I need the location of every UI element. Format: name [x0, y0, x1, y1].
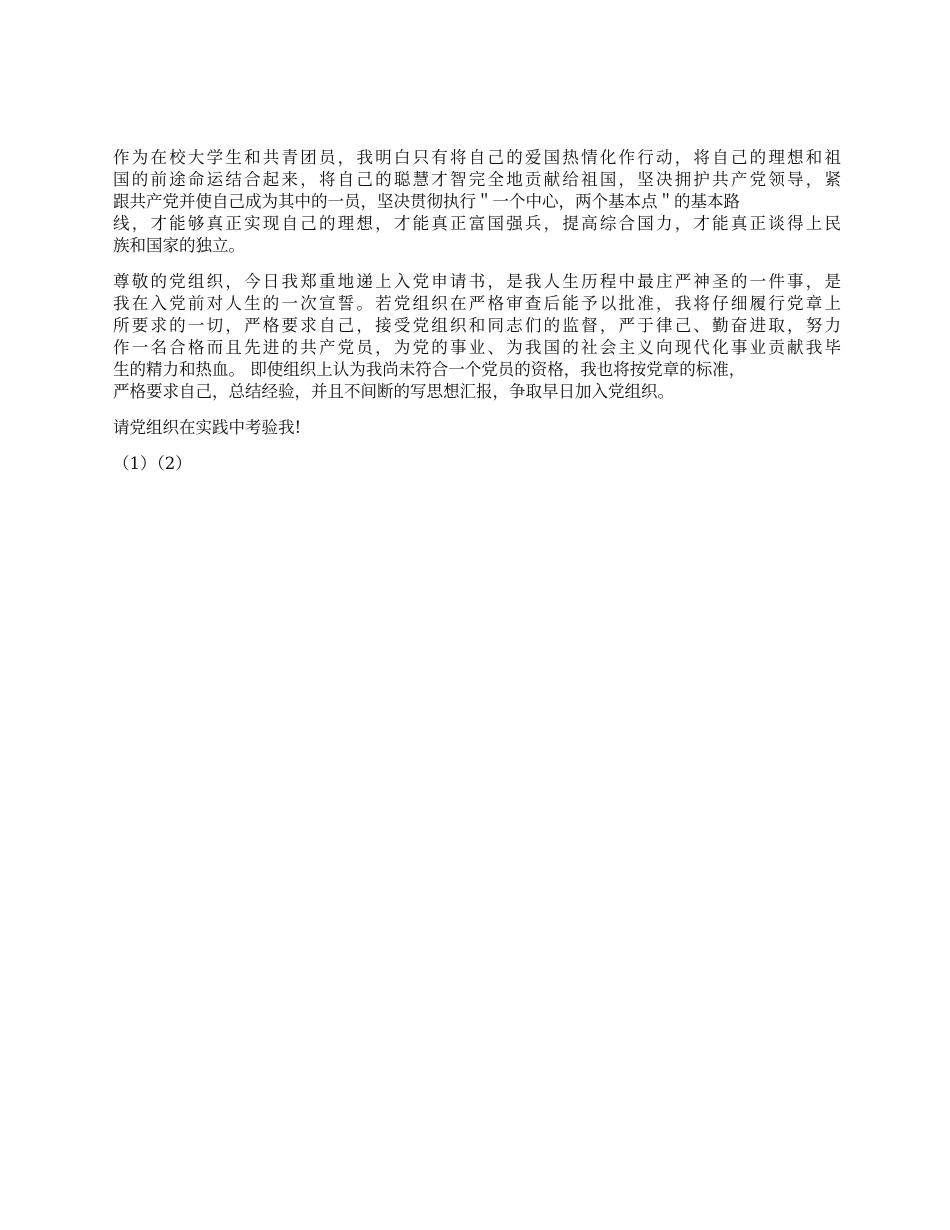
text-line: 线，才能够真正实现自己的理想，才能真正富国强兵，提高综合国力，才能真正谈得上民: [113, 214, 841, 233]
text-line: 作一名合格而且先进的共产党员，为党的事业、为我国的社会主义向现代化事业贡献我毕: [113, 338, 841, 357]
document-body: [113, 147, 841, 489]
text-line: 尊敬的党组织，今日我郑重地递上入党申请书，是我人生历程中最庄严神圣的一件事，是: [113, 272, 841, 291]
paragraph-footnote-markers: [113, 453, 841, 475]
text-line: 跟共产党并使自己成为其中的一员，坚决贯彻执行＂一个中心，两个基本点＂的基本路: [113, 192, 740, 211]
text-line: 我在入党前对人生的一次宣誓。若党组织在严格审查后能予以批准，我将仔细履行党章上: [113, 294, 841, 313]
paragraph-patriotism: [113, 147, 841, 257]
text-line: 严格要求自己，总结经验，并且不间断的写思想汇报，争取早日加入党组织。: [113, 382, 674, 401]
text-line: 请党组织在实践中考验我!: [113, 418, 302, 437]
text-line: 族和国家的独立。: [113, 236, 245, 255]
text-line: （1）（2）: [113, 454, 192, 473]
text-line: 国的前途命运结合起来，将自己的聪慧才智完全地贡献给祖国，坚决拥护共产党领导，紧: [113, 170, 841, 189]
text-line: 生的精力和热血。 即使组织上认为我尚未符合一个党员的资格，我也将按党章的标准，: [113, 360, 746, 379]
paragraph-closing: [113, 417, 841, 439]
text-line: 所要求的一切，严格要求自己，接受党组织和同志们的监督，严于律己、勤奋进取，努力: [113, 316, 841, 335]
paragraph-application: [113, 271, 841, 403]
text-line: 作为在校大学生和共青团员，我明白只有将自己的爱国热情化作行动，将自己的理想和祖: [113, 148, 841, 167]
